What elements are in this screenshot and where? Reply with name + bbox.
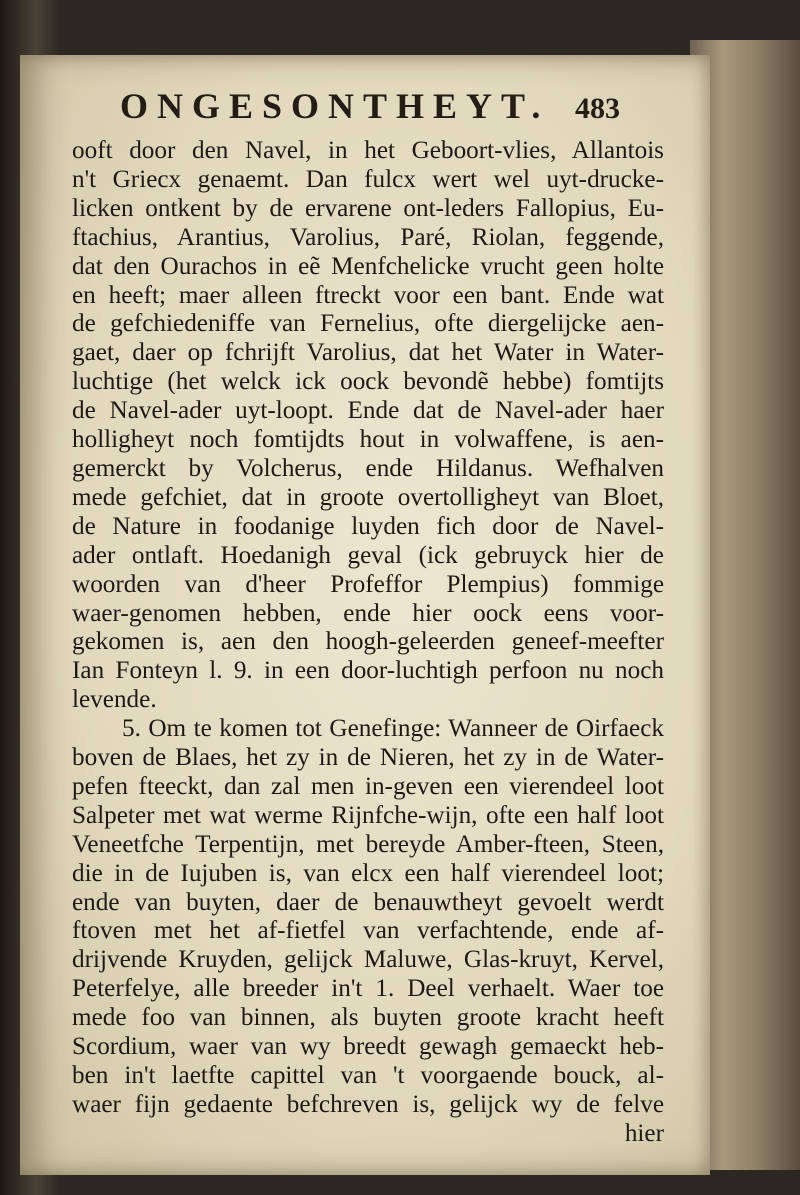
text-line: ftoven met het af-fietfel van verfachtende, ende af- [72,917,664,945]
text-line: gaet, daer op fchrijft Varolius, dat het Water in Water- [72,339,664,367]
text-line: mede foo van binnen, als buyten groote kracht heeft [72,1004,664,1032]
text-line: drijvende Kruyden, gelijck Maluwe, Glas-kruyt, Kervel, [72,946,664,974]
text-line: waer-genomen hebben, ende hier oock eens voor- [72,599,664,627]
text-line: mede gefchiet, dat in groote overtolligheyt van Bloet, [72,483,664,511]
text-line: woorden van d'heer Profeffor Plempius) fommige [72,570,664,598]
text-line: ende van buyten, daer de benauwtheyt gevoelt werdt [72,888,664,916]
text-line: holligheyt noch fomtijdts hout in volwaffene, is aen- [72,426,664,454]
text-line: Peterfelye, alle breeder in't 1. Deel verhaelt. Waer toe [72,975,664,1003]
text-line: ader ontlaft. Hoedanigh geval (ick gebruyck hier de [72,541,664,569]
text-line: Veneetfche Terpentijn, met bereyde Amber-fteen, Steen, [72,830,664,858]
text-line: gekomen is, aen den hoogh-geleerden geneef-meefter [72,628,664,656]
text-line: die in de Iujuben is, van elcx een half vierendeel loot; [72,859,664,887]
book-page [20,55,710,1175]
text-line: Scordium, waer van wy breedt gewagh gemaeckt heb- [72,1033,664,1061]
text-line: dat den Ourachos in eẽ Menfchelicke vrucht geen holte [72,252,664,280]
text-line: ftachius, Arantius, Varolius, Paré, Riolan, feggende, [72,223,664,251]
running-head [120,85,620,127]
catchword: hier [624,1119,664,1147]
text-line: pefen fteeckt, dan zal men in-geven een vierendeel loot [72,772,664,800]
running-title: ONGESONTHEYT. [120,86,550,126]
text-line: ooft door den Navel, in het Geboort-vlies, Allantois [72,137,664,164]
text-line: de Nature in foodanige luyden fich door de Navel- [72,512,664,540]
text-line: gemerckt by Volcherus, ende Hildanus. Wefhalven [72,454,664,482]
text-line: licken ontkent by de ervarene ont-leders Fallopius, Eu- [72,194,664,222]
text-line: 5. Om te komen tot Genefinge: Wanneer de Oirfaeck [122,715,664,743]
text-line: luchtige (het welck ick oock bevondẽ hebbe) fomtijts [72,368,664,396]
text-line: en heeft; maer alleen ftreckt voor een bant. Ende wat [72,281,664,309]
text-line: de gefchiedeniffe van Fernelius, ofte diergelijcke aen- [72,310,664,338]
text-line: waer fijn gedaente befchreven is, gelijck wy de felve [72,1090,664,1118]
text-line: Ian Fonteyn l. 9. in een door-luchtigh perfoon nu noch [72,657,664,685]
text-line: boven de Blaes, het zy in de Nieren, het zy in de Water- [72,744,664,772]
body-text [72,137,664,1149]
page-number: 483 [575,92,620,125]
text-line: Salpeter met wat werme Rijnfche-wijn, ofte een half loot [72,801,664,829]
text-line: levende. [72,686,157,714]
text-line: n't Griecx genaemt. Dan fulcx wert wel uyt-drucke- [72,165,664,193]
text-line: de Navel-ader uyt-loopt. Ende dat de Navel-ader haer [72,397,664,425]
text-line: ben in't laetfte capittel van 't voorgaende bouck, al- [72,1062,664,1089]
